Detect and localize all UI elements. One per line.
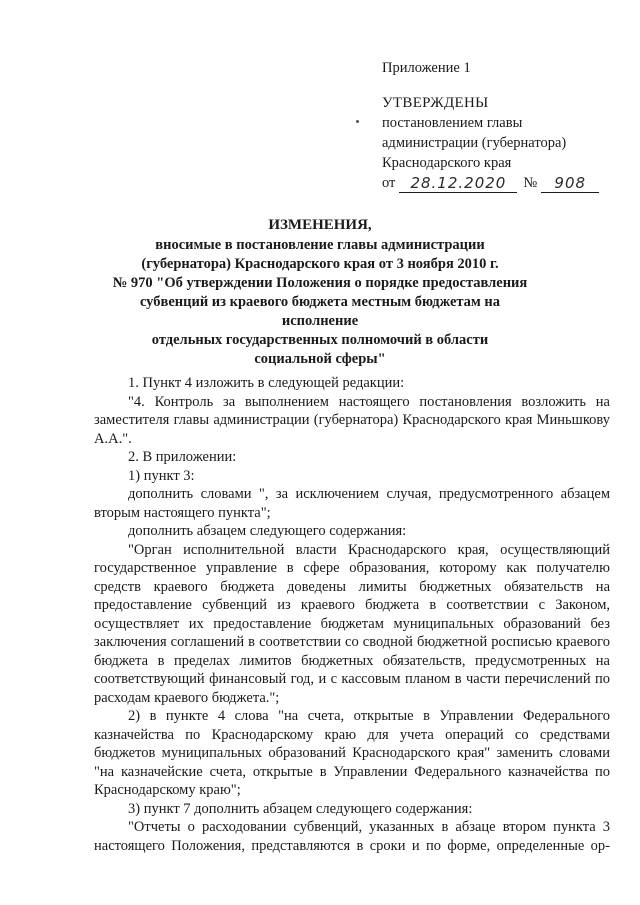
paragraph: дополнить словами ", за исключением случая, предусмотренного абзацем вторым настоящего пункта"; bbox=[94, 486, 610, 521]
handwritten-date: 28.12.2020 bbox=[399, 174, 517, 193]
approval-line-2: администрации (губернатора) bbox=[382, 135, 567, 151]
paragraph: 1) пункт 3: bbox=[128, 467, 195, 484]
number-sign: № bbox=[523, 175, 538, 191]
handwritten-number: 908 bbox=[541, 174, 599, 193]
heading-line: (губернатора) Краснодарского края от 3 ноября 2010 г. bbox=[141, 256, 499, 272]
document-heading bbox=[112, 216, 528, 369]
heading-line: субвенций из краевого бюджета местным бюджетам на исполнение bbox=[139, 294, 501, 329]
paragraph: "4. Контроль за выполнением настоящего постановления возложить на заместителя главы администрации (губернатора) Краснодарского края Миньшкову А.А.". bbox=[94, 393, 610, 447]
paragraph: 2) в пункте 4 слова "на счета, открытые в Управлении Федерального казначейства по Краснодарскому краю для учета операций со средствами бюджетов муниципальных образований Краснодарского края" заменить словами "на казначейские счета, открытые в Управлении Федерального казначейства по Краснодарскому краю"; bbox=[94, 708, 610, 798]
heading-title: ИЗМЕНЕНИЯ, bbox=[268, 217, 372, 233]
date-number-line bbox=[382, 173, 622, 193]
paragraph: 3) пункт 7 дополнить абзацем следующего содержания: bbox=[128, 800, 473, 817]
annex-label: Приложение 1 bbox=[382, 60, 471, 76]
heading-line: вносимые в постановление главы администрации bbox=[155, 237, 485, 253]
paragraph: 2. В приложении: bbox=[128, 449, 237, 465]
paragraph: "Отчеты о расходовании субвенций, указанных в абзаце втором пункта 3 настоящего Положения, представляются в сроки и по форме, определенные ор- bbox=[94, 819, 610, 854]
document-body bbox=[94, 374, 610, 855]
heading-line: социальной сферы" bbox=[254, 351, 386, 367]
approved-label: УТВЕРЖДЕНЫ bbox=[382, 95, 489, 111]
approval-block bbox=[382, 58, 622, 193]
paragraph: 1. Пункт 4 изложить в следующей редакции: bbox=[128, 375, 405, 391]
ink-dot bbox=[356, 120, 359, 123]
heading-line: № 970 "Об утверждении Положения о порядке предоставления bbox=[112, 275, 528, 291]
date-label: от bbox=[382, 175, 396, 191]
approval-line-1: постановлением главы bbox=[382, 115, 523, 131]
paragraph: дополнить абзацем следующего содержания: bbox=[128, 523, 407, 539]
paragraph: "Орган исполнительной власти Краснодарского края, осуществляющий государственное управление в сфере образования, которому как получателю средств краевого бюджета доведены лимиты бюджетных обязательств на предоставление субвенций из краевого бюджета в соответствии с Законом, осуществляет их предоставление бюджетам муниципальных образований без заключения соглашений в соответствии со сводной бюджетной росписью краевого бюджета в пределах лимитов бюджетных обязательств, предусмотренных на соответствующий финансовый год, и с кассовым планом в части перечислений по расходам краевого бюджета."; bbox=[94, 541, 610, 706]
heading-line: отдельных государственных полномочий в области bbox=[151, 332, 489, 348]
approval-line-3: Краснодарского края bbox=[382, 155, 512, 171]
